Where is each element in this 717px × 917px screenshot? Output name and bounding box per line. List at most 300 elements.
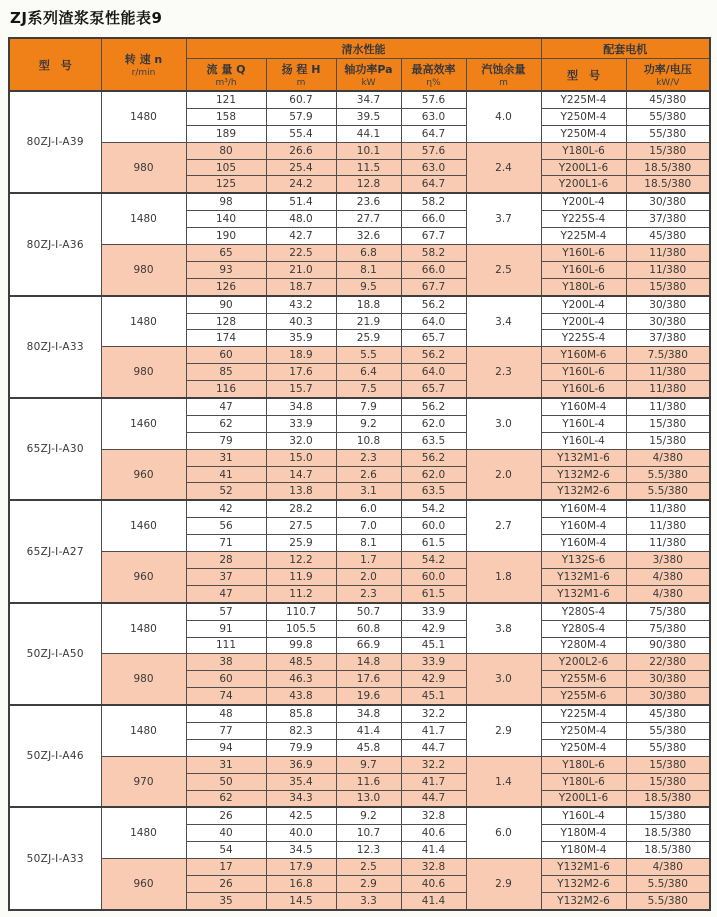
col-header-shaft-power-label: 轴功率Pa [344,63,393,76]
motor-power-cell: 11/380 [626,261,710,278]
motor-model-cell: Y160L-6 [541,261,626,278]
flow-cell: 189 [186,125,266,142]
flow-cell: 26 [186,875,266,892]
efficiency-cell: 56.2 [401,398,466,415]
efficiency-cell: 66.0 [401,211,466,228]
head-cell: 21.0 [266,261,336,278]
efficiency-cell: 33.9 [401,654,466,671]
motor-power-cell: 75/380 [626,603,710,620]
shaft-power-cell: 9.2 [336,807,401,824]
head-cell: 34.8 [266,398,336,415]
head-cell: 33.9 [266,415,336,432]
head-cell: 26.6 [266,142,336,159]
model-cell: 50ZJ-I-A50 [9,603,101,705]
shaft-power-cell: 3.3 [336,892,401,909]
motor-power-cell: 15/380 [626,415,710,432]
shaft-power-cell: 9.2 [336,415,401,432]
col-group-matching-motor: 配套电机 [541,38,710,59]
npsh-cell: 2.9 [466,859,541,910]
table-row [9,705,710,722]
efficiency-cell: 61.5 [401,535,466,552]
speed-cell: 960 [101,859,186,910]
npsh-cell: 2.4 [466,142,541,193]
motor-power-cell: 11/380 [626,245,710,262]
head-cell: 24.2 [266,176,336,193]
head-cell: 48.5 [266,654,336,671]
efficiency-cell: 45.1 [401,637,466,654]
col-header-max-efficiency [401,59,466,92]
motor-power-cell: 37/380 [626,330,710,347]
npsh-cell: 2.0 [466,449,541,500]
efficiency-cell: 64.7 [401,125,466,142]
flow-cell: 37 [186,568,266,585]
shaft-power-cell: 2.0 [336,568,401,585]
shaft-power-cell: 9.5 [336,278,401,295]
head-cell: 35.4 [266,773,336,790]
motor-power-cell: 15/380 [626,278,710,295]
flow-cell: 91 [186,620,266,637]
flow-cell: 40 [186,825,266,842]
shaft-power-cell: 50.7 [336,603,401,620]
shaft-power-cell: 34.8 [336,705,401,722]
flow-cell: 57 [186,603,266,620]
flow-cell: 74 [186,688,266,705]
head-cell: 79.9 [266,739,336,756]
npsh-cell: 3.8 [466,603,541,654]
efficiency-cell: 58.2 [401,245,466,262]
motor-power-cell: 18.5/380 [626,842,710,859]
efficiency-cell: 64.0 [401,364,466,381]
model-cell: 65ZJ-I-A27 [9,500,101,602]
flow-cell: 60 [186,347,266,364]
shaft-power-cell: 11.6 [336,773,401,790]
speed-cell: 1480 [101,705,186,756]
shaft-power-cell: 60.8 [336,620,401,637]
motor-model-cell: Y250M-4 [541,125,626,142]
shaft-power-cell: 3.1 [336,483,401,500]
col-header-npsh-unit: m [499,78,508,88]
efficiency-cell: 41.4 [401,842,466,859]
motor-model-cell: Y200L1-6 [541,159,626,176]
shaft-power-cell: 17.6 [336,671,401,688]
flow-cell: 94 [186,739,266,756]
motor-model-cell: Y200L-4 [541,193,626,210]
motor-power-cell: 11/380 [626,500,710,517]
table-row [9,296,710,313]
efficiency-cell: 63.5 [401,483,466,500]
efficiency-cell: 62.0 [401,466,466,483]
efficiency-cell: 67.7 [401,228,466,245]
motor-model-cell: Y280M-4 [541,637,626,654]
head-cell: 17.9 [266,859,336,876]
flow-cell: 38 [186,654,266,671]
efficiency-cell: 41.7 [401,722,466,739]
motor-power-cell: 4/380 [626,449,710,466]
motor-power-cell: 11/380 [626,398,710,415]
flow-cell: 98 [186,193,266,210]
motor-model-cell: Y250M-4 [541,739,626,756]
col-header-head-unit: m [296,78,306,88]
flow-cell: 80 [186,142,266,159]
npsh-cell: 3.7 [466,193,541,244]
motor-power-cell: 5.5/380 [626,892,710,909]
shaft-power-cell: 8.1 [336,535,401,552]
flow-cell: 128 [186,313,266,330]
motor-power-cell: 30/380 [626,193,710,210]
table-row [9,142,710,159]
npsh-cell: 2.5 [466,245,541,296]
shaft-power-cell: 1.7 [336,552,401,569]
motor-power-cell: 30/380 [626,688,710,705]
efficiency-cell: 54.2 [401,552,466,569]
motor-power-cell: 5.5/380 [626,466,710,483]
shaft-power-cell: 6.8 [336,245,401,262]
motor-model-cell: Y160L-4 [541,807,626,824]
head-cell: 36.9 [266,756,336,773]
flow-cell: 65 [186,245,266,262]
motor-power-cell: 30/380 [626,296,710,313]
motor-power-cell: 4/380 [626,568,710,585]
shaft-power-cell: 2.9 [336,875,401,892]
motor-power-cell: 15/380 [626,432,710,449]
col-header-motor-power-voltage [626,59,710,92]
motor-power-cell: 5.5/380 [626,483,710,500]
motor-model-cell: Y180L-6 [541,756,626,773]
table-row [9,654,710,671]
motor-model-cell: Y132M2-6 [541,875,626,892]
head-cell: 60.7 [266,91,336,108]
efficiency-cell: 41.7 [401,773,466,790]
head-cell: 42.7 [266,228,336,245]
shaft-power-cell: 2.6 [336,466,401,483]
motor-model-cell: Y160M-4 [541,500,626,517]
head-cell: 14.7 [266,466,336,483]
col-header-model-label: 型 号 [38,58,72,72]
head-cell: 105.5 [266,620,336,637]
head-cell: 12.2 [266,552,336,569]
head-cell: 85.8 [266,705,336,722]
motor-power-cell: 15/380 [626,807,710,824]
npsh-cell: 2.7 [466,500,541,551]
shaft-power-cell: 21.9 [336,313,401,330]
col-header-flow-unit: m³/h [215,78,237,88]
head-cell: 14.5 [266,892,336,909]
col-header-motor-power-voltage-unit: kW/V [656,78,680,88]
head-cell: 51.4 [266,193,336,210]
shaft-power-cell: 66.9 [336,637,401,654]
col-header-head-label: 扬 程 H [281,63,321,76]
shaft-power-cell: 44.1 [336,125,401,142]
efficiency-cell: 40.6 [401,825,466,842]
flow-cell: 62 [186,790,266,807]
motor-model-cell: Y180M-4 [541,842,626,859]
shaft-power-cell: 10.7 [336,825,401,842]
motor-power-cell: 7.5/380 [626,347,710,364]
model-cell: 65ZJ-I-A30 [9,398,101,500]
motor-power-cell: 4/380 [626,585,710,602]
col-header-max-efficiency-unit: η% [426,78,441,88]
flow-cell: 41 [186,466,266,483]
motor-model-cell: Y160M-4 [541,398,626,415]
head-cell: 15.7 [266,381,336,398]
shaft-power-cell: 45.8 [336,739,401,756]
efficiency-cell: 67.7 [401,278,466,295]
npsh-cell: 6.0 [466,807,541,858]
shaft-power-cell: 19.6 [336,688,401,705]
efficiency-cell: 63.0 [401,108,466,125]
motor-power-cell: 55/380 [626,108,710,125]
shaft-power-cell: 18.8 [336,296,401,313]
head-cell: 43.8 [266,688,336,705]
speed-cell: 1480 [101,603,186,654]
efficiency-cell: 64.0 [401,313,466,330]
flow-cell: 121 [186,91,266,108]
efficiency-cell: 33.9 [401,603,466,620]
table-row [9,807,710,824]
col-header-speed-label: 转 速 n [124,53,163,66]
model-cell: 50ZJ-I-A33 [9,807,101,909]
head-cell: 57.9 [266,108,336,125]
shaft-power-cell: 12.3 [336,842,401,859]
efficiency-cell: 63.5 [401,432,466,449]
shaft-power-cell: 27.7 [336,211,401,228]
shaft-power-cell: 8.1 [336,261,401,278]
motor-power-cell: 45/380 [626,705,710,722]
motor-power-cell: 30/380 [626,671,710,688]
motor-power-cell: 4/380 [626,859,710,876]
motor-power-cell: 22/380 [626,654,710,671]
efficiency-cell: 57.6 [401,91,466,108]
flow-cell: 60 [186,671,266,688]
model-cell: 80ZJ-I-A36 [9,193,101,295]
head-cell: 18.7 [266,278,336,295]
efficiency-cell: 65.7 [401,381,466,398]
head-cell: 32.0 [266,432,336,449]
table-row [9,500,710,517]
col-header-speed-unit: r/min [131,68,156,78]
col-header-flow-label: 流 量 Q [206,63,246,76]
head-cell: 22.5 [266,245,336,262]
col-header-shaft-power [336,59,401,92]
motor-power-cell: 18.5/380 [626,790,710,807]
head-cell: 55.4 [266,125,336,142]
table-body [9,91,710,910]
shaft-power-cell: 2.3 [336,585,401,602]
motor-model-cell: Y132S-6 [541,552,626,569]
motor-model-cell: Y180M-4 [541,825,626,842]
motor-power-cell: 15/380 [626,756,710,773]
efficiency-cell: 54.2 [401,500,466,517]
shaft-power-cell: 5.5 [336,347,401,364]
motor-model-cell: Y132M1-6 [541,568,626,585]
motor-model-cell: Y180L-6 [541,142,626,159]
motor-model-cell: Y225M-4 [541,228,626,245]
motor-model-cell: Y200L-4 [541,313,626,330]
motor-power-cell: 55/380 [626,739,710,756]
shaft-power-cell: 14.8 [336,654,401,671]
speed-cell: 1480 [101,807,186,858]
speed-cell: 960 [101,449,186,500]
motor-model-cell: Y132M2-6 [541,483,626,500]
head-cell: 110.7 [266,603,336,620]
head-cell: 34.3 [266,790,336,807]
speed-cell: 1480 [101,193,186,244]
flow-cell: 42 [186,500,266,517]
col-header-head [266,59,336,92]
flow-cell: 48 [186,705,266,722]
head-cell: 34.5 [266,842,336,859]
table-row [9,756,710,773]
table-row [9,398,710,415]
motor-power-cell: 55/380 [626,722,710,739]
shaft-power-cell: 6.0 [336,500,401,517]
npsh-cell: 3.0 [466,398,541,449]
motor-model-cell: Y200L1-6 [541,176,626,193]
speed-cell: 980 [101,245,186,296]
flow-cell: 111 [186,637,266,654]
shaft-power-cell: 11.5 [336,159,401,176]
shaft-power-cell: 6.4 [336,364,401,381]
col-header-shaft-power-unit: kW [361,78,376,88]
npsh-cell: 1.8 [466,552,541,603]
flow-cell: 158 [186,108,266,125]
shaft-power-cell: 10.1 [336,142,401,159]
shaft-power-cell: 12.8 [336,176,401,193]
motor-model-cell: Y225S-4 [541,330,626,347]
motor-model-cell: Y132M1-6 [541,859,626,876]
flow-cell: 47 [186,585,266,602]
speed-cell: 1460 [101,398,186,449]
pump-performance-table [8,37,711,911]
col-header-npsh [466,59,541,92]
efficiency-cell: 60.0 [401,568,466,585]
motor-power-cell: 18.5/380 [626,176,710,193]
flow-cell: 125 [186,176,266,193]
efficiency-cell: 32.8 [401,859,466,876]
flow-cell: 35 [186,892,266,909]
head-cell: 35.9 [266,330,336,347]
efficiency-cell: 56.2 [401,449,466,466]
col-header-motor-model [541,59,626,92]
motor-model-cell: Y255M-6 [541,688,626,705]
flow-cell: 56 [186,518,266,535]
flow-cell: 105 [186,159,266,176]
shaft-power-cell: 13.0 [336,790,401,807]
col-header-max-efficiency-label: 最高效率 [411,63,456,76]
efficiency-cell: 58.2 [401,193,466,210]
motor-power-cell: 30/380 [626,313,710,330]
head-cell: 15.0 [266,449,336,466]
motor-power-cell: 11/380 [626,535,710,552]
efficiency-cell: 64.7 [401,176,466,193]
table-row [9,91,710,108]
efficiency-cell: 60.0 [401,518,466,535]
flow-cell: 26 [186,807,266,824]
motor-model-cell: Y225M-4 [541,91,626,108]
head-cell: 16.8 [266,875,336,892]
col-header-speed [101,38,186,91]
table-row [9,552,710,569]
efficiency-cell: 66.0 [401,261,466,278]
shaft-power-cell: 25.9 [336,330,401,347]
motor-power-cell: 90/380 [626,637,710,654]
head-cell: 46.3 [266,671,336,688]
flow-cell: 79 [186,432,266,449]
head-cell: 28.2 [266,500,336,517]
head-cell: 11.2 [266,585,336,602]
shaft-power-cell: 32.6 [336,228,401,245]
motor-model-cell: Y180L-6 [541,773,626,790]
npsh-cell: 3.0 [466,654,541,705]
head-cell: 27.5 [266,518,336,535]
table-row [9,193,710,210]
flow-cell: 93 [186,261,266,278]
head-cell: 25.4 [266,159,336,176]
speed-cell: 960 [101,552,186,603]
shaft-power-cell: 34.7 [336,91,401,108]
head-cell: 40.0 [266,825,336,842]
shaft-power-cell: 9.7 [336,756,401,773]
efficiency-cell: 32.2 [401,705,466,722]
flow-cell: 90 [186,296,266,313]
speed-cell: 1460 [101,500,186,551]
head-cell: 42.5 [266,807,336,824]
motor-power-cell: 3/380 [626,552,710,569]
efficiency-cell: 56.2 [401,347,466,364]
motor-power-cell: 45/380 [626,228,710,245]
efficiency-cell: 61.5 [401,585,466,602]
head-cell: 25.9 [266,535,336,552]
model-cell: 80ZJ-I-A33 [9,296,101,398]
motor-model-cell: Y160M-4 [541,535,626,552]
speed-cell: 980 [101,654,186,705]
model-cell: 80ZJ-I-A39 [9,91,101,193]
shaft-power-cell: 7.0 [336,518,401,535]
efficiency-cell: 45.1 [401,688,466,705]
shaft-power-cell: 41.4 [336,722,401,739]
head-cell: 13.8 [266,483,336,500]
efficiency-cell: 44.7 [401,739,466,756]
motor-model-cell: Y160M-4 [541,518,626,535]
col-header-npsh-label: 汽蚀余量 [481,63,526,76]
col-header-motor-model-label: 型 号 [567,68,600,82]
shaft-power-cell: 39.5 [336,108,401,125]
page-title: ZJ系列渣浆泵性能表9 [10,9,163,27]
flow-cell: 54 [186,842,266,859]
efficiency-cell: 56.2 [401,296,466,313]
motor-power-cell: 45/380 [626,91,710,108]
motor-model-cell: Y200L-4 [541,296,626,313]
motor-model-cell: Y132M2-6 [541,466,626,483]
motor-model-cell: Y225M-4 [541,705,626,722]
motor-model-cell: Y160M-6 [541,347,626,364]
flow-cell: 52 [186,483,266,500]
motor-model-cell: Y180L-6 [541,278,626,295]
head-cell: 48.0 [266,211,336,228]
motor-power-cell: 5.5/380 [626,875,710,892]
shaft-power-cell: 10.8 [336,432,401,449]
motor-model-cell: Y160L-4 [541,415,626,432]
motor-model-cell: Y132M1-6 [541,585,626,602]
motor-model-cell: Y200L1-6 [541,790,626,807]
efficiency-cell: 32.2 [401,756,466,773]
col-header-motor-power-voltage-label: 功率/电压 [643,63,692,76]
flow-cell: 126 [186,278,266,295]
motor-model-cell: Y132M2-6 [541,892,626,909]
shaft-power-cell: 2.3 [336,449,401,466]
table-row [9,859,710,876]
motor-power-cell: 18.5/380 [626,159,710,176]
